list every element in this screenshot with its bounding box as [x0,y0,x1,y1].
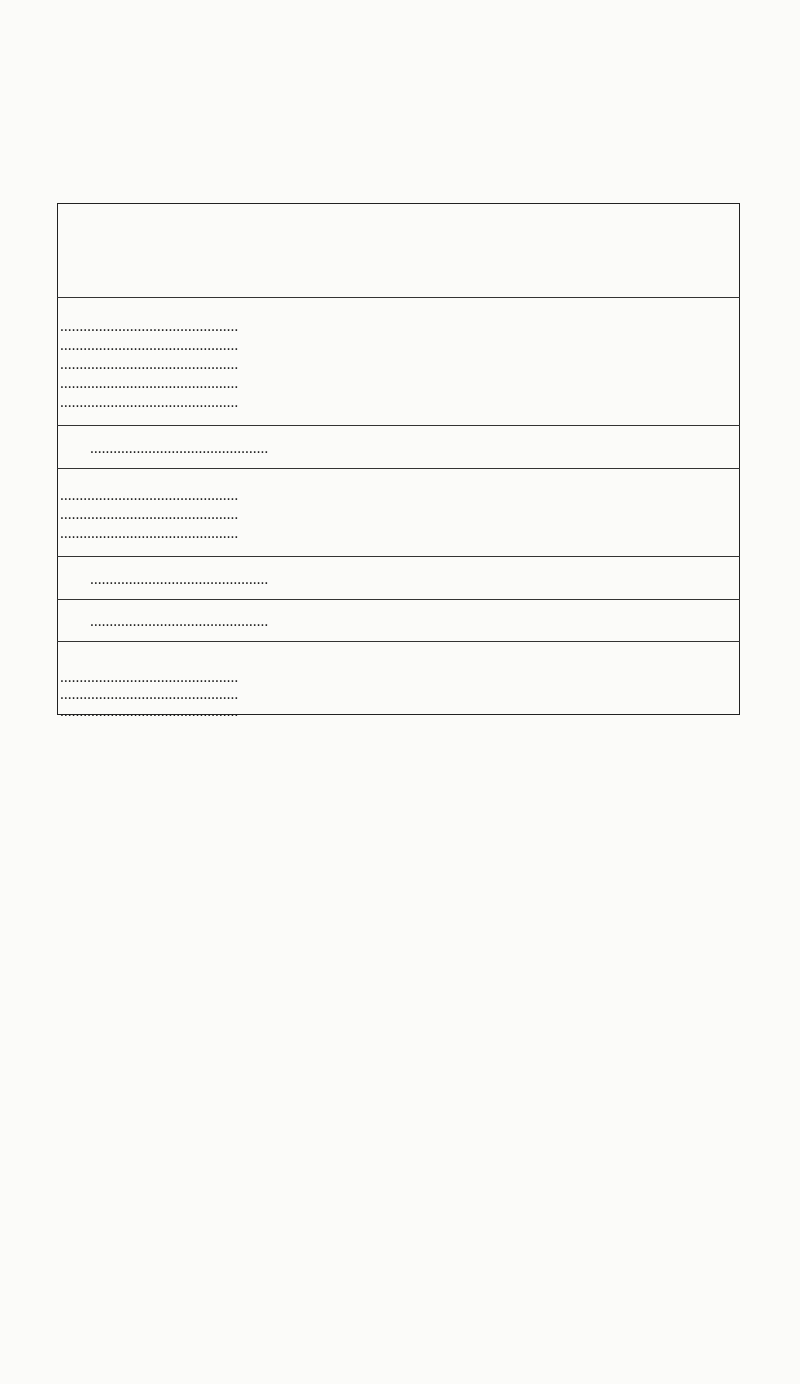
table5-frame [57,203,740,715]
divider [57,425,740,426]
table-row [0,318,800,336]
table-row [0,703,800,721]
divider [57,599,740,600]
row-label: .............................................. [90,613,269,630]
divider [57,297,740,298]
row-label: .............................................. [60,669,239,686]
row-label: .............................................. [60,337,239,354]
row-label: .............................................. [60,686,239,703]
table-row [0,669,800,687]
rural-total-row [0,571,800,589]
divider [57,556,740,557]
table-row [0,375,800,393]
divider [57,468,740,469]
county-total-row [0,613,800,631]
table-row [0,506,800,524]
row-label: .............................................. [60,506,239,523]
row-label: .............................................. [60,356,239,373]
table-row [0,487,800,505]
row-label: .............................................. [60,487,239,504]
table-row [0,337,800,355]
row-label: .............................................. [90,571,269,588]
row-label: .............................................. [60,318,239,335]
row-label: .............................................. [90,440,269,457]
table-row [0,356,800,374]
table-row [0,525,800,543]
row-label: .............................................. [60,703,239,720]
urban-total-row [0,440,800,458]
table-row [0,686,800,704]
table-row [0,394,800,412]
divider [57,641,740,642]
row-label: .............................................. [60,394,239,411]
row-label: .............................................. [60,375,239,392]
row-label: .............................................. [60,525,239,542]
